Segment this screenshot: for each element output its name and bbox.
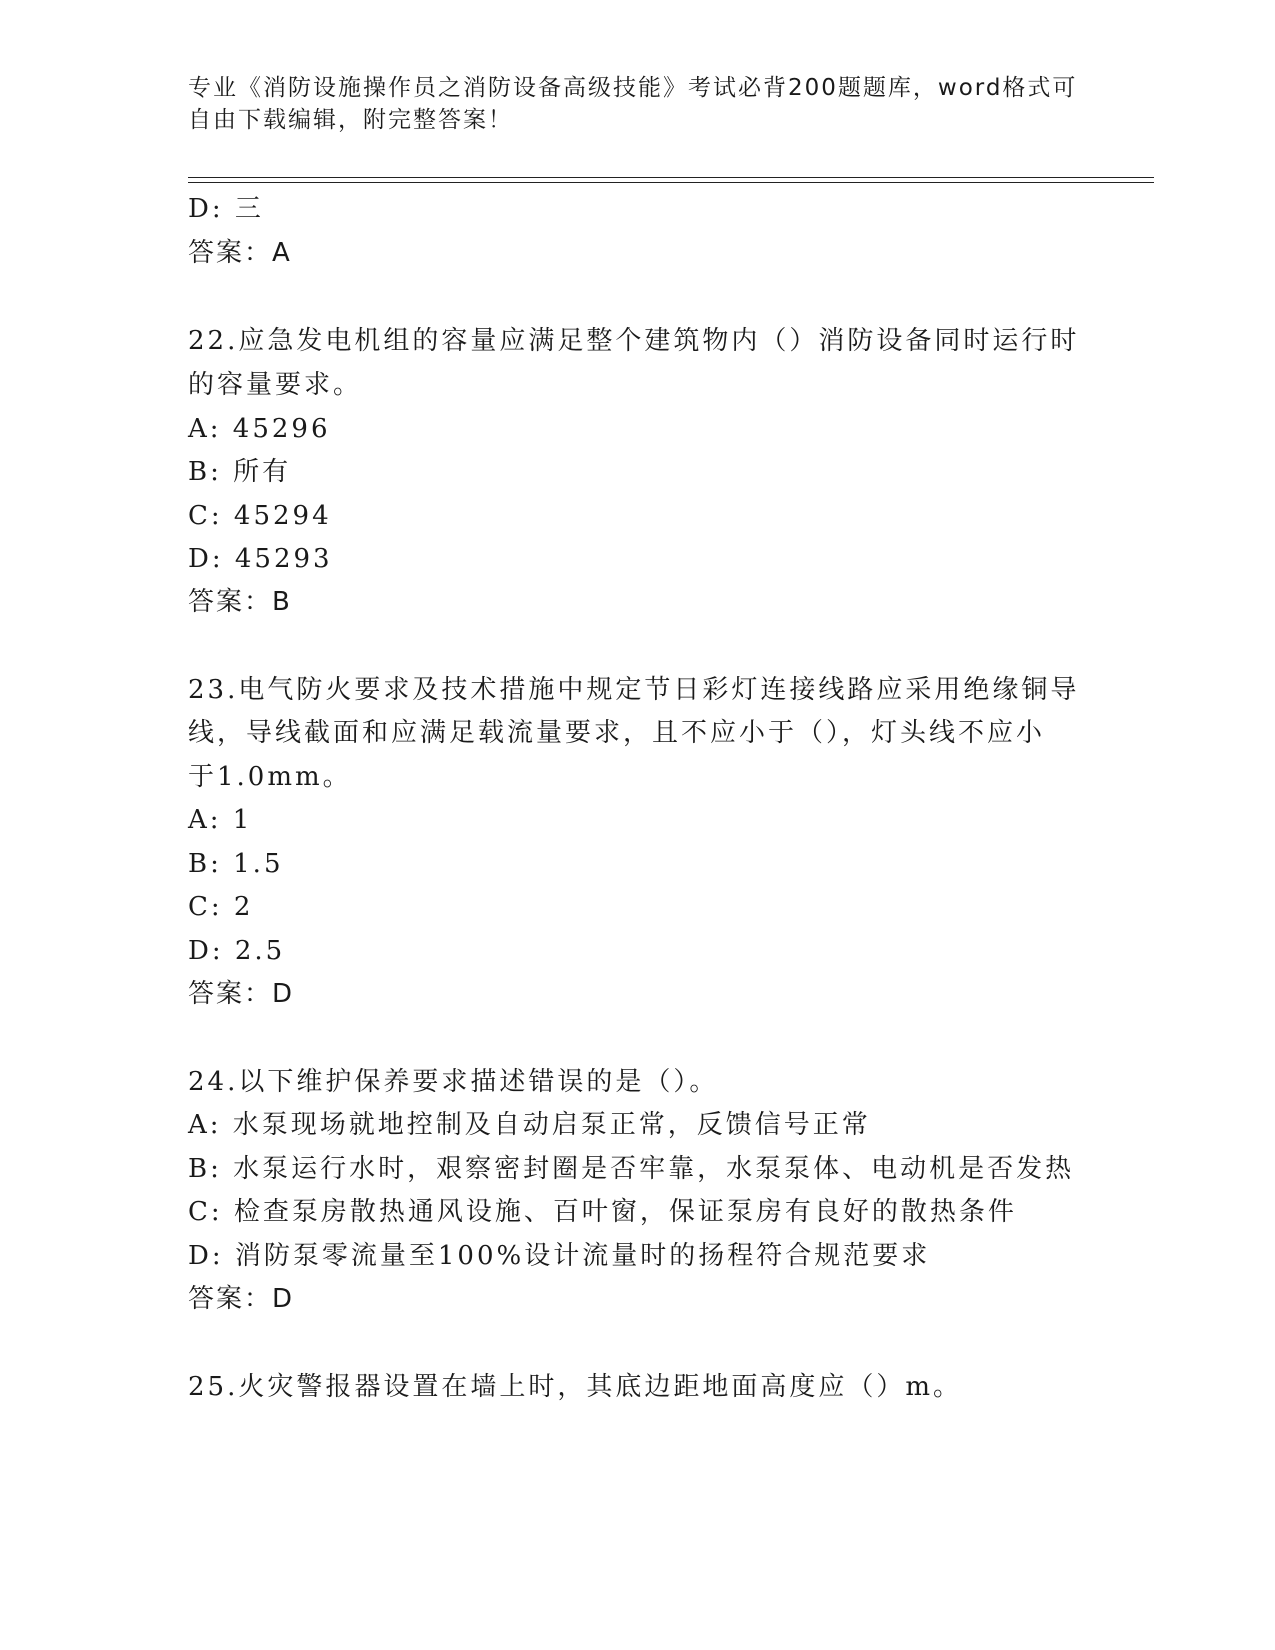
header-line-2: 自由下载编辑，附完整答案！ — [188, 107, 513, 133]
q23-stem-line-1: 23.电气防火要求及技术措施中规定节日彩灯连接线路应采用绝缘铜导 — [188, 675, 1080, 705]
q24-option-c: C: 检查泵房散热通风设施、百叶窗，保证泵房有良好的散热条件 — [188, 1197, 1017, 1227]
header-line-1: 专业《消防设施操作员之消防设备高级技能》考试必背200题题库，word格式可 — [188, 75, 1078, 101]
q23-option-c: C: 2 — [188, 892, 254, 922]
q21-option-d: D: 三 — [188, 194, 264, 224]
q23-stem-line-3: 于1.0mm。 — [188, 762, 352, 792]
q24-option-a: A: 水泵现场就地控制及自动启泵正常，反馈信号正常 — [188, 1110, 871, 1140]
q25-stem: 25.火灾警报器设置在墙上时，其底边距地面高度应（）m。 — [188, 1372, 963, 1402]
q22-stem-line-1: 22.应急发电机组的容量应满足整个建筑物内（）消防设备同时运行时 — [188, 326, 1080, 356]
q22-option-a: A: 45296 — [188, 414, 331, 444]
q21-answer: 答案：A — [188, 238, 292, 268]
q24-option-d: D: 消防泵零流量至100%设计流量时的扬程符合规范要求 — [188, 1241, 931, 1271]
q23-option-a: A: 1 — [188, 805, 253, 835]
q22-option-d: D: 45293 — [188, 544, 333, 574]
q24-stem: 24.以下维护保养要求描述错误的是（）。 — [188, 1067, 719, 1097]
document-header — [188, 72, 1088, 136]
q24-option-b: B: 水泵运行水时，艰察密封圈是否牢靠，水泵泵体、电动机是否发热 — [188, 1154, 1075, 1184]
q22-answer: 答案：B — [188, 587, 292, 617]
header-rule-top — [188, 177, 1154, 178]
header-rule-bottom — [188, 182, 1154, 183]
q24-answer: 答案：D — [188, 1284, 295, 1314]
q22-option-b: B: 所有 — [188, 457, 292, 487]
q23-option-d: D: 2.5 — [188, 936, 286, 966]
q22-stem-line-2: 的容量要求。 — [188, 370, 363, 400]
q22-option-c: C: 45294 — [188, 501, 332, 531]
q23-stem-line-2: 线，导线截面和应满足载流量要求，且不应小于（），灯头线不应小 — [188, 718, 1046, 748]
q23-option-b: B: 1.5 — [188, 849, 284, 879]
q23-answer: 答案：D — [188, 979, 295, 1009]
